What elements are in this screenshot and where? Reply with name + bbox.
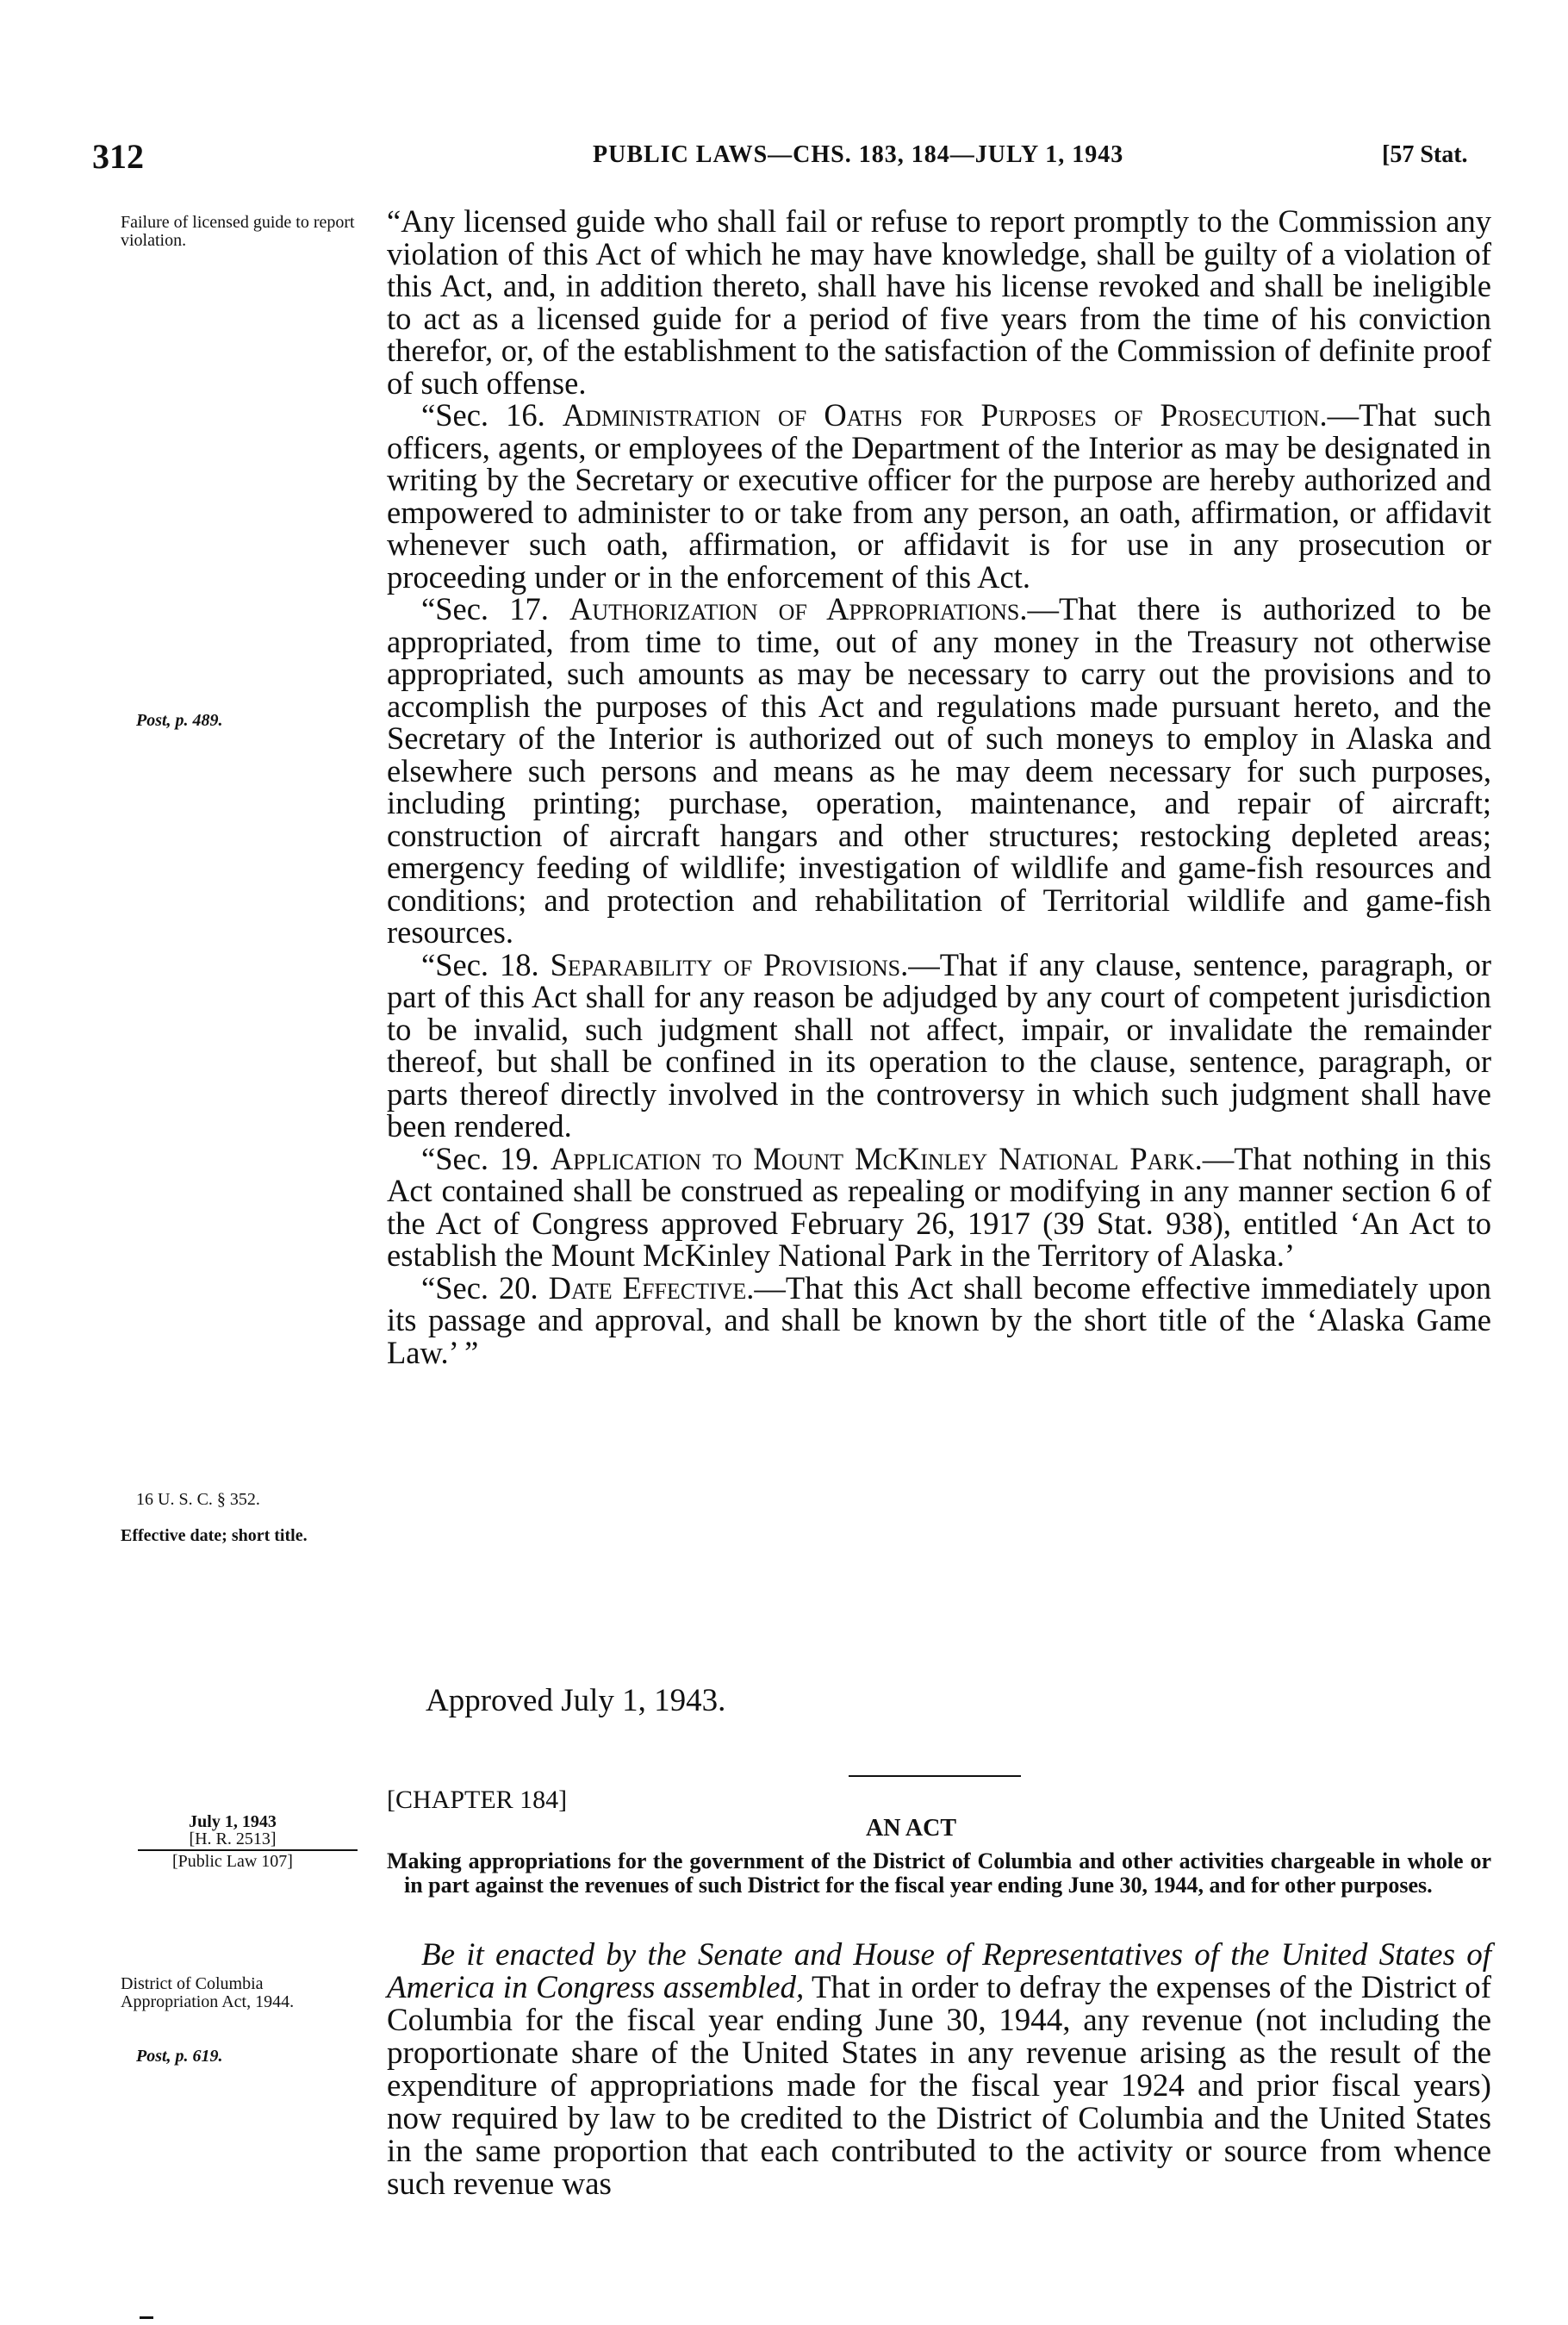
section-16-heading: Administration of Oaths for Purposes of Prosecution.	[562, 397, 1328, 433]
chapter-divider-rule	[849, 1775, 1021, 1777]
side-note-failure-guide: Failure of licensed guide to report violation.	[121, 213, 355, 250]
section-16	[387, 399, 1491, 593]
section-19-heading: Application to Mount McKinley National Park.	[550, 1140, 1203, 1176]
side-note-effective-date: Effective date; short title.	[121, 1526, 308, 1545]
section-20	[387, 1269, 1492, 1370]
chapter-label: [CHAPTER 184]	[387, 1786, 568, 1814]
section-17-text: —That there is authorized to be appropriated, from time to time, out of any money in the Treasury not otherwise appropriated, such amounts as may be necessary to carry out the provisions and to accomplish the purposes of this Act and regulations made pursuant hereto, and the Secretary of the Interior is authorized out of such moneys to employ in Alaska and elsewhere such persons and means as he may deem necessary for such purposes, including printing; purchase, operation, maintenance, and repair of aircraft; construction of aircraft hangars and other structures; restocking depleted areas; emergency feeding of wildlife; investigation of wildlife and game-fish resources and conditions; and protection and rehabilitation of Territorial wildlife and game-fish resources.	[387, 591, 1491, 950]
section-20-text: —That this Act shall become effective immediately upon its passage and approval, and shall be known by the short title of the ‘Alaska Game Law.’ ”	[387, 1269, 1492, 1370]
side-note-public-law: [Public Law 107]	[172, 1852, 293, 1871]
enacting-text: That in order to defray the expenses of the District of Columbia for the fiscal year ending June 30, 1944, any revenue (not including the proportionate share of the United States in any revenue arising as the result of the expenditure of appropriations made for the fiscal year 1924 and prior fiscal years) now required by law to be credited to the District of Columbia and the United States in the same proportion that each contributed to the activity or source from whence such revenue was	[387, 1970, 1491, 2202]
section-20-lead: “Sec. 20.	[421, 1269, 549, 1306]
section-18	[387, 946, 1491, 1144]
enacting-paragraph	[387, 1939, 1491, 2201]
section-19-lead: “Sec. 19.	[421, 1140, 551, 1176]
section-18-heading: Separability of Provisions.	[550, 946, 909, 982]
enacting-clause	[387, 1939, 1491, 2201]
approved-date: Approved July 1, 1943.	[426, 1683, 726, 1718]
section-19-text: —That nothing in this Act contained shall be construed as repealing or modifying in any manner section 6 of the Act of Congress approved February 26, 1917 (39 Stat. 938), entitled ‘An Act to establish the Mount McKinley National Park in the Territory of Alaska.’	[387, 1140, 1491, 1273]
side-note-usc: 16 U. S. C. § 352.	[136, 1490, 260, 1509]
an-act-heading: AN ACT	[866, 1815, 957, 1842]
section-20-heading: Date Effective.	[548, 1269, 755, 1306]
running-title: PUBLIC LAWS—CHS. 183, 184—JULY 1, 1943	[593, 141, 1124, 168]
act-purpose	[387, 1849, 1491, 1898]
section-17-lead: “Sec. 17.	[421, 591, 570, 626]
volume-reference: [57 Stat.	[1382, 141, 1468, 168]
section-17-heading: Authorization of Appropriations.	[569, 591, 1028, 626]
side-note-bill: [H. R. 2513]	[189, 1829, 277, 1848]
section-17	[387, 593, 1491, 949]
section-18-lead: “Sec. 18.	[421, 946, 551, 982]
marginal-rule	[138, 1849, 358, 1851]
section-19	[387, 1140, 1491, 1273]
side-note-dc-act: District of Columbia Appropriation Act, 1944.	[121, 1974, 295, 2011]
main-text	[387, 205, 1491, 1368]
section-16-lead: “Sec. 16.	[421, 397, 563, 433]
section-16-text: —That such officers, agents, or employees of the Department of the Interior as may be designated in writing by the Secretary or executive officer for the purpose are hereby authorized and empowered to administer to or take from any person, an oath, affirmation, or affidavit whenever such oath, affirmation, or affidavit is for use in any prosecution or proceeding under or in the enforcement of this Act.	[387, 397, 1492, 595]
act-purpose-text: Making appropriations for the government of the District of Columbia and other activities chargeable in whole or in part against the revenues of such District for the fiscal year ending June 30, 1944, and for other purposes.	[387, 1848, 1491, 1898]
section-18-text: —That if any clause, sentence, paragraph, or part of this Act shall for any reason be adjudged by any court of competent jurisdiction to be invalid, such judgment shall not affect, impair, or invalidate the remainder thereof, but shall be confined in its operation to the clause, sentence, paragraph, or parts thereof directly involved in the controversy in which such judgment shall have been rendered.	[387, 946, 1491, 1144]
paragraph-guide: “Any licensed guide who shall fail or refuse to report promptly to the Commission any violation of this Act of which he may have knowledge, shall be guilty of a violation of this Act, and, in addition thereto, shall have his license revoked and shall be ineligible to act as a licensed guide for a period of five years from the time of his conviction therefor, or, of the establishment to the satisfaction of the Commission of definite proof of such offense.	[387, 203, 1491, 401]
side-note-post-619: Post, p. 619.	[136, 2047, 223, 2066]
footer-dash	[140, 2316, 153, 2319]
page-number: 312	[92, 137, 144, 176]
enacting-formula: Be it enacted by the Senate and House of Representatives of the United States of America in Congress assembled,	[387, 1937, 1491, 2005]
page-header	[0, 136, 1568, 179]
side-note-date: July 1, 1943	[189, 1812, 277, 1831]
side-note-post-489: Post, p. 489.	[136, 711, 223, 730]
